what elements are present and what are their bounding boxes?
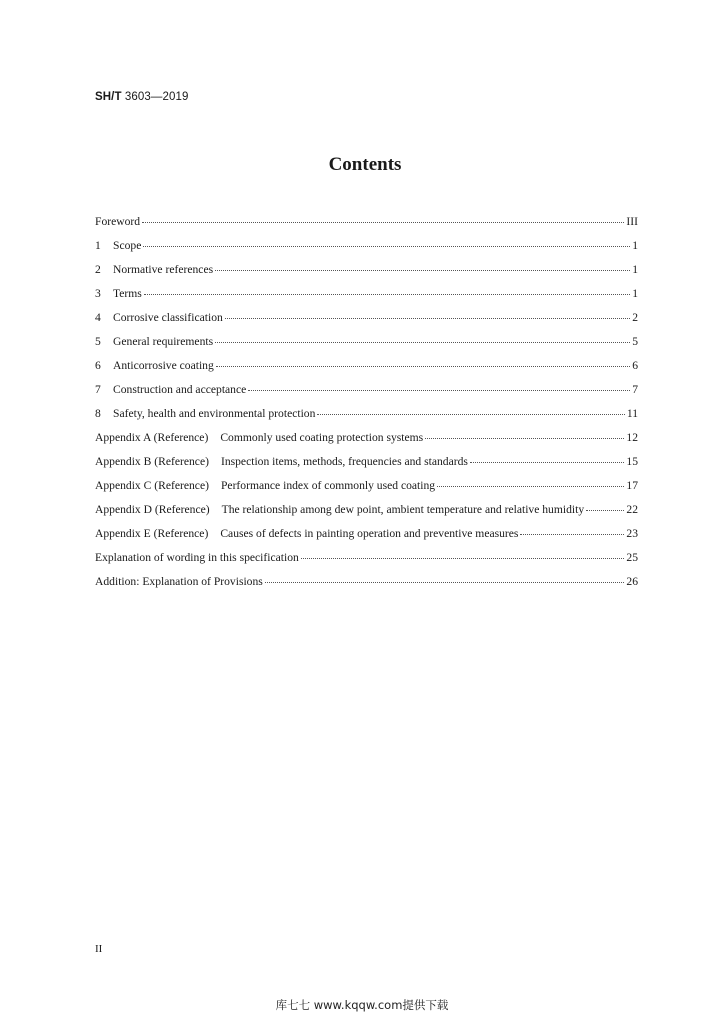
toc-dot-leader: [248, 380, 630, 391]
toc-entry-title: Anticorrosive coating: [113, 359, 214, 372]
toc-entry[interactable]: [95, 430, 638, 454]
toc-entry-title: The relationship among dew point, ambient temperature and relative humidity: [221, 503, 585, 516]
toc-entry-page: 12: [626, 431, 638, 444]
toc-entry-title: Terms: [113, 287, 142, 300]
toc-entry-page: 6: [632, 359, 638, 372]
toc-entry-page: 7: [632, 383, 638, 396]
toc-entry-title: Causes of defects in painting operation and preventive measures: [220, 527, 519, 540]
toc-entry-page: 5: [632, 335, 638, 348]
toc-entry[interactable]: [95, 358, 638, 382]
toc-entry-page: 23: [626, 527, 638, 540]
page-number: II: [95, 943, 103, 955]
toc-entry-page: 17: [626, 479, 638, 492]
toc-entry[interactable]: [95, 310, 638, 334]
toc-entry-title: Inspection items, methods, frequencies and standards: [220, 455, 468, 468]
toc-entry-page: 15: [626, 455, 638, 468]
document-code-number: 3603—2019: [124, 91, 189, 103]
toc-dot-leader: [520, 524, 624, 535]
table-of-contents: [95, 214, 638, 598]
toc-entry-page: 2: [632, 311, 638, 324]
toc-entry-title: Explanation of wording in this specification: [95, 551, 299, 564]
toc-entry-page: 11: [626, 407, 638, 420]
toc-entry[interactable]: [95, 478, 638, 502]
toc-dot-leader: [142, 212, 624, 223]
toc-entry[interactable]: [95, 550, 638, 574]
toc-entry[interactable]: [95, 334, 638, 358]
document-code-prefix: SH/T: [95, 91, 122, 103]
toc-dot-leader: [265, 572, 625, 583]
toc-entry-page: 1: [632, 287, 638, 300]
toc-entry[interactable]: [95, 214, 638, 238]
toc-dot-leader: [437, 476, 624, 487]
toc-dot-leader: [225, 308, 630, 319]
toc-entry[interactable]: [95, 262, 638, 286]
toc-dot-leader: [586, 500, 624, 511]
toc-entry[interactable]: [95, 574, 638, 598]
toc-entry-number: 1: [95, 239, 101, 252]
toc-entry[interactable]: [95, 286, 638, 310]
toc-dot-leader: [144, 284, 630, 295]
toc-entry-number: 2: [95, 263, 101, 276]
toc-dot-leader: [215, 260, 630, 271]
toc-entry-appendix-label: Appendix A (Reference): [95, 431, 209, 444]
toc-entry-number: 4: [95, 311, 101, 324]
toc-entry[interactable]: [95, 526, 638, 550]
toc-entry-appendix-label: Appendix E (Reference): [95, 527, 209, 540]
toc-entry-title: Safety, health and environmental protection: [113, 407, 316, 420]
toc-dot-leader: [470, 452, 624, 463]
toc-dot-leader: [317, 404, 624, 415]
toc-entry-title: Normative references: [113, 263, 214, 276]
download-footer: 库七七 www.kqqw.com提供下载: [275, 998, 449, 1012]
toc-entry-appendix-label: Appendix D (Reference): [95, 503, 210, 516]
toc-entry-title: General requirements: [113, 335, 214, 348]
toc-entry[interactable]: [95, 382, 638, 406]
toc-entry-title: Commonly used coating protection systems: [220, 431, 424, 444]
toc-dot-leader: [425, 428, 624, 439]
toc-entry-number: 6: [95, 359, 101, 372]
toc-entry-title: Scope: [113, 239, 142, 252]
toc-entry[interactable]: [95, 454, 638, 478]
toc-entry-page: 1: [632, 239, 638, 252]
toc-entry[interactable]: [95, 406, 638, 430]
toc-entry-page: 22: [626, 503, 638, 516]
toc-entry[interactable]: [95, 502, 638, 526]
toc-dot-leader: [215, 332, 630, 343]
toc-entry-number: 7: [95, 383, 101, 396]
toc-entry-page: 26: [626, 575, 638, 588]
toc-entry-number: 5: [95, 335, 101, 348]
toc-entry-title: Corrosive classification: [113, 311, 223, 324]
toc-entry-title: Performance index of commonly used coating: [220, 479, 436, 492]
toc-entry-appendix-label: Appendix B (Reference): [95, 455, 209, 468]
toc-dot-leader: [301, 548, 625, 559]
toc-entry-title: Addition: Explanation of Provisions: [95, 575, 263, 588]
toc-entry-appendix-label: Appendix C (Reference): [95, 479, 209, 492]
toc-entry-title: Foreword: [95, 215, 141, 228]
document-code: [95, 91, 188, 103]
toc-dot-leader: [216, 356, 630, 367]
toc-dot-leader: [143, 236, 630, 247]
toc-entry[interactable]: [95, 238, 638, 262]
toc-entry-number: 3: [95, 287, 101, 300]
toc-entry-title: Construction and acceptance: [113, 383, 247, 396]
toc-entry-page: III: [626, 215, 638, 228]
toc-entry-number: 8: [95, 407, 101, 420]
toc-entry-page: 1: [632, 263, 638, 276]
toc-entry-page: 25: [626, 551, 638, 564]
page-title: Contents: [328, 154, 402, 175]
